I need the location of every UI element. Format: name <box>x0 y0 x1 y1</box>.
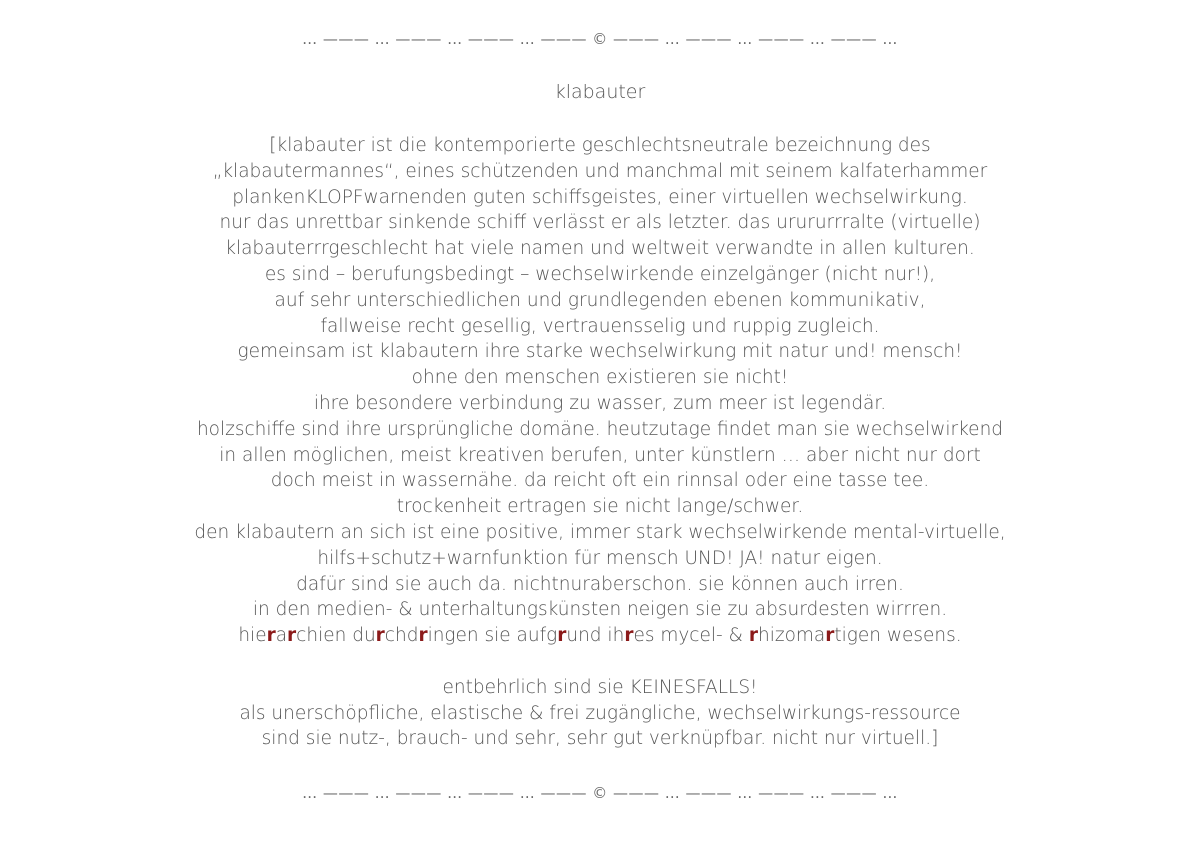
text-line: hilfs+schutz+warnfunktion für mensch UND! JA! natur eigen. <box>317 547 883 569</box>
text-line: auf sehr unterschiedlichen und grundlegenden ebenen kommunikativ, <box>274 289 926 311</box>
text-line: doch meist in wassernähe. da reicht oft ein rinnsal oder eine tasse tee. <box>270 470 930 492</box>
accent-segment: r <box>266 625 276 647</box>
text-line: nur das unrettbar sinkende schiff verlässt er als letzter. das urururrralte (virtuelle) <box>219 212 981 234</box>
text-line: in allen möglichen, meist kreativen berufen, unter künstlern … aber nicht nur dort <box>219 444 981 466</box>
text-line: ihre besondere verbindung zu wasser, zum meer ist legendär. <box>313 392 887 414</box>
accent-segment: ingen sie aufg <box>427 625 558 647</box>
top-ornament-divider: … ——— … ——— … ——— … ——— © ——— … ——— … ——— … ——— … <box>302 30 898 48</box>
text-line: dafür sind sie auch da. nichtnuraberschon. sie können auch irren. <box>296 573 904 595</box>
paragraph-gap <box>0 649 1200 675</box>
page-title: klabauter <box>554 81 646 103</box>
text-line: den klabautern an sich ist eine positive, immer stark wechselwirkende mental-virtuelle, <box>194 521 1006 543</box>
text-line: plankenKLOPFwarnenden guten schiffsgeistes, einer virtuellen wechselwirkung. <box>232 186 968 208</box>
accent-segment: a <box>275 625 288 647</box>
accent-segment: r <box>375 625 385 647</box>
accent-segment: chd <box>384 625 419 647</box>
accent-segment: r <box>418 625 428 647</box>
accent-text-line <box>0 623 1200 649</box>
poem-body <box>0 133 1200 752</box>
text-line: es sind – berufungsbedingt – wechselwirkende einzelgänger (nicht nur!), <box>264 263 936 285</box>
text-line: klabauterrrgeschlecht hat viele namen und weltweit verwandte in allen kulturen. <box>225 238 975 260</box>
text-line: ohne den menschen existieren sie nicht! <box>411 367 789 389</box>
text-line: [klabauter ist die kontemporierte geschlechtsneutrale bezeichnung des <box>269 135 931 156</box>
text-line: „klabautermannes“, eines schützenden und manchmal mit seinem kalfaterhammer <box>212 160 988 182</box>
text-line: holzschiffe sind ihre ursprüngliche domäne. heutzutage findet man sie wechselwirkend <box>196 418 1004 440</box>
text-line: in den medien- & unterhaltungskünsten neigen sie zu absurdesten wirrren. <box>252 599 948 621</box>
closing-line: entbehrlich sind sie KEINESFALLS! <box>442 676 758 698</box>
accent-segment: es mycel- & <box>633 625 749 647</box>
accent-segment: r <box>557 625 567 647</box>
text-line: trockenheit ertragen sie nicht lange/schwer. <box>396 496 804 518</box>
accent-segment: tigen wesens. <box>834 625 962 647</box>
accent-segment: hie <box>238 625 267 647</box>
accent-segment: r <box>825 625 835 647</box>
accent-segment: hizoma <box>758 625 826 647</box>
closing-line: als unerschöpfliche, elastische & frei zugängliche, wechselwirkungs-ressource <box>239 702 961 724</box>
accent-segment: r <box>287 625 297 647</box>
closing-line: sind sie nutz-, brauch- und sehr, sehr gut verknüpfbar. nicht nur virtuell.] <box>261 728 939 750</box>
text-line: fallweise recht gesellig, vertrauensselig und ruppig zugleich. <box>320 315 880 337</box>
accent-segment: und ih <box>566 625 625 647</box>
bottom-ornament-divider: … ——— … ——— … ——— … ——— © ——— … ——— … ——— … ——— … <box>302 784 898 802</box>
accent-segment: chien du <box>296 625 376 647</box>
accent-segment: r <box>624 625 634 647</box>
text-line: gemeinsam ist klabautern ihre starke wechselwirkung mit natur und! mensch! <box>237 341 963 363</box>
accent-segment: r <box>748 625 758 647</box>
